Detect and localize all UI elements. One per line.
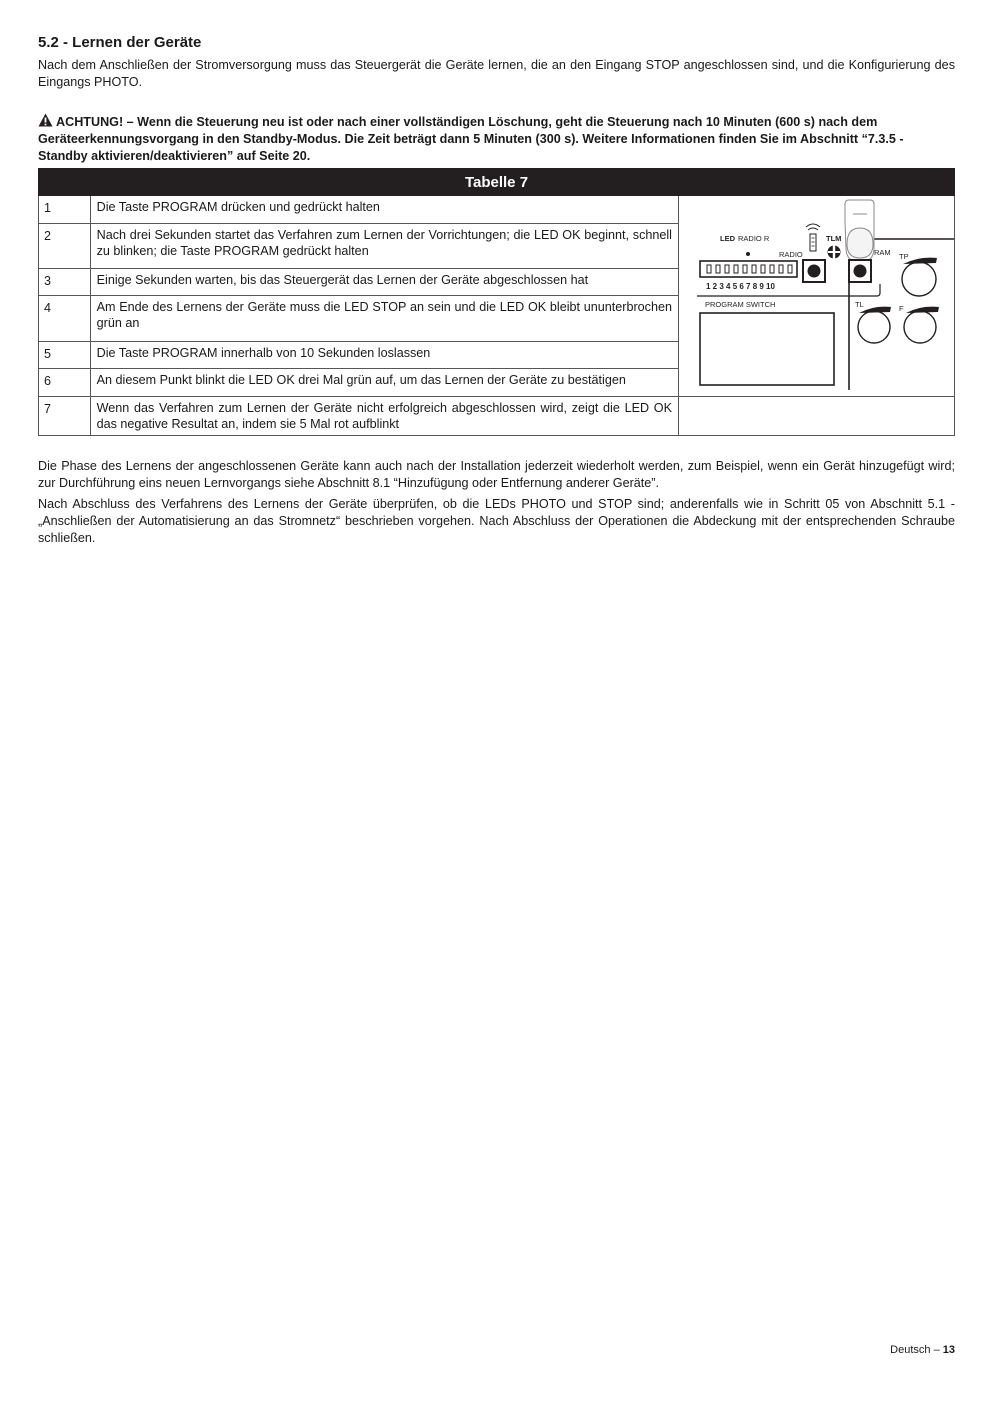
tp-terminal — [902, 262, 936, 296]
radio-r-label: RADIO R — [737, 234, 770, 243]
step-number: 4 — [39, 296, 91, 341]
step-text: Am Ende des Lernens der Geräte muss die LED STOP an sein und die LED OK bleibt ununterbrochen grün an — [90, 296, 678, 341]
step-number: 2 — [39, 223, 91, 268]
finger-press-icon — [845, 200, 874, 262]
display-area — [700, 313, 834, 385]
section-title: 5.2 - Lernen der Geräte — [38, 34, 202, 51]
step-text: An diesem Punkt blinkt die LED OK drei Mal grün auf, um das Lernen der Geräte zu bestätigen — [90, 369, 678, 397]
dip-switch-block — [700, 261, 797, 277]
step-number: 5 — [39, 341, 91, 369]
table-title: Tabelle 7 — [39, 169, 955, 196]
program-switch-label: PROGRAM SWITCH — [704, 300, 776, 309]
intro-paragraph: Nach dem Anschließen der Stromversorgung muss das Steuergerät die Geräte lernen, die an den Eingang STOP angeschlossen sind, und die Konfigurierung des Eingangs PHOTO. — [38, 58, 955, 89]
step-number: 3 — [39, 268, 91, 296]
step-text: Einige Sekunden warten, bis das Steuergerät das Lernen der Geräte abgeschlossen hat — [90, 268, 678, 296]
warning-text: ACHTUNG! – Wenn die Steuerung neu ist oder nach einer vollständigen Löschung, geht die Steuerung nach 10 Minuten (600 s) nach dem Geräteerkennungsvorgang in den Standby-Modus. Die Zeit beträgt dann 5 Minuten (300 s). Weitere Informationen finden Sie im Abschnitt “7.3.5 - Standby aktivieren/deaktivieren” auf Seite 20. — [38, 115, 904, 163]
step-number: 7 — [39, 397, 91, 436]
step-text: Nach drei Sekunden startet das Verfahren zum Lernen der Vorrichtungen; die LED OK beginnt, schnell zu blinken; die Taste PROGRAM gedrückt halten — [90, 223, 678, 268]
radio-label: RADIO — [778, 250, 803, 259]
step-number: 1 — [39, 196, 91, 224]
wireless-icon — [806, 224, 820, 251]
warning-note — [38, 113, 955, 165]
tlm-connector-icon — [827, 245, 840, 259]
figure-cell — [678, 196, 954, 397]
tl-terminal — [858, 311, 890, 343]
footer-language: Deutsch – — [890, 1344, 943, 1356]
tlm-label: TLM — [825, 234, 842, 243]
f-label: F — [898, 304, 904, 313]
step-text: Die Taste PROGRAM drücken und gedrückt halten — [90, 196, 678, 224]
repeat-learning-paragraph: Die Phase des Lernens der angeschlossenen Geräte kann auch nach der Installation jederzeit wiederholt werden, zum Beispiel, wenn ein Gerät hinzugefügt wird; zur Durchführung eins neuen Lernvorgangs siehe Abschnitt 8.1 “Hinzufügung oder Entfernung anderer Geräte”. — [38, 459, 955, 490]
switch-numbers: 1 2 3 4 5 6 7 8 9 10 — [705, 282, 775, 291]
page-content — [38, 34, 955, 547]
program-label: RAM — [873, 248, 891, 257]
tp-label: TP — [898, 252, 909, 261]
warning-icon — [38, 113, 53, 127]
led-dot — [746, 252, 750, 256]
table-row — [39, 397, 955, 436]
step-number: 6 — [39, 369, 91, 397]
closing-text — [38, 458, 955, 547]
step-text: Die Taste PROGRAM innerhalb von 10 Sekunden loslassen — [90, 341, 678, 369]
led-label: LED — [719, 234, 735, 243]
tl-label: TL — [854, 300, 864, 309]
empty-cell — [678, 397, 954, 436]
f-terminal — [904, 311, 936, 343]
table-row — [39, 196, 955, 224]
page-number: 13 — [942, 1344, 955, 1356]
steps-table — [38, 168, 955, 436]
control-panel-diagram — [679, 196, 954, 392]
step-text: Wenn das Verfahren zum Lernen der Geräte nicht erfolgreich abgeschlossen wird, zeigt die LED OK das negative Resultat an, indem sie 5 Mal rot aufblinkt — [90, 397, 678, 436]
page-footer — [890, 1344, 955, 1356]
verification-paragraph: Nach Abschluss des Verfahrens des Lernens der Geräte überprüfen, ob die LEDs PHOTO und STOP sind; anderenfalls wie in Schritt 05 von Abschnitt 5.1 - „Anschließen der Automatisierung an das Stromnetz“ beschrieben vorgehen. Nach Abschluss der Operationen die Abdeckung mit der entsprechenden Schraube schließen. — [38, 497, 955, 545]
